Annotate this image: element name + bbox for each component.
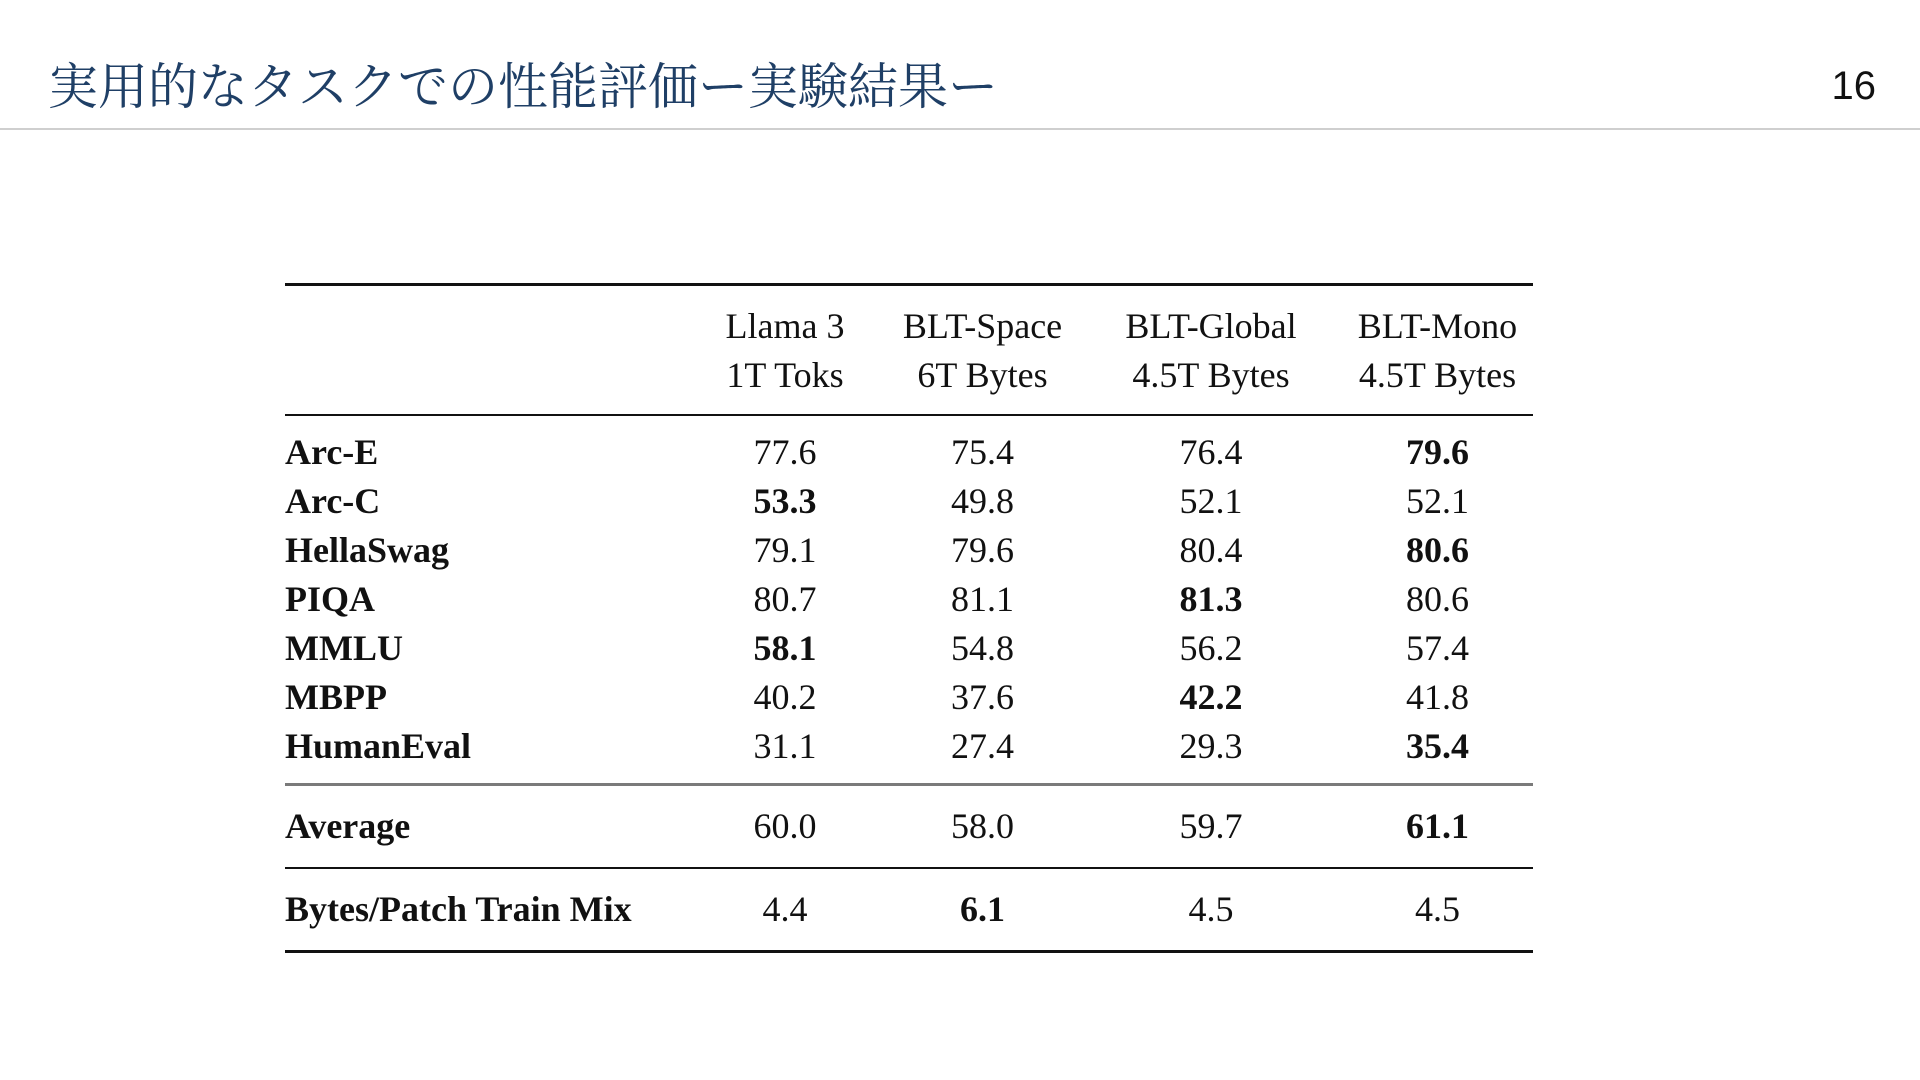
table-cell: 80.7 (753, 579, 817, 619)
column-header-data: 4.5T Bytes (1132, 355, 1290, 395)
table-cell: 35.4 (1406, 726, 1469, 766)
table-cell: 58.1 (753, 628, 817, 668)
table-cell: 81.3 (1179, 579, 1243, 619)
row-label: Average (285, 785, 685, 869)
row-label: Arc-C (285, 481, 381, 521)
bytes-per-patch-row (285, 868, 1533, 952)
column-header-llama3 (685, 285, 885, 416)
table-cell: 79.1 (753, 530, 817, 570)
table-cell: 29.3 (1179, 726, 1243, 766)
table-cell: 56.2 (1179, 628, 1243, 668)
table-cell: 80.6 (1406, 579, 1469, 619)
row-label: HellaSwag (285, 530, 450, 570)
column-header-data: 4.5T Bytes (1358, 355, 1517, 395)
table-cell: 80.6 (1406, 530, 1469, 570)
table-row (285, 477, 1533, 526)
average-row (285, 785, 1533, 869)
column-header-data: 6T Bytes (917, 355, 1048, 395)
table-cell: 59.7 (1080, 785, 1342, 869)
table-cell: 37.6 (951, 677, 1014, 717)
table-row (285, 624, 1533, 673)
table-cell: 60.0 (685, 785, 885, 869)
row-label: PIQA (285, 579, 375, 619)
bytes-per-patch-section (285, 868, 1533, 952)
table-cell: 76.4 (1179, 432, 1243, 472)
table-cell: 31.1 (753, 726, 817, 766)
table-cell: 40.2 (753, 677, 817, 717)
table-cell: 52.1 (1406, 481, 1469, 521)
column-header-model: BLT-Space (902, 306, 1063, 346)
table-cell: 42.2 (1179, 677, 1243, 717)
row-label: HumanEval (285, 726, 472, 766)
table-cell: 4.5 (1342, 868, 1533, 952)
table-cell: 41.8 (1406, 677, 1469, 717)
table-cell: 79.6 (951, 530, 1014, 570)
slide-title: 実用的なタスクでの性能評価ー実験結果ー (48, 58, 998, 116)
column-header-model: BLT-Global (1125, 306, 1297, 346)
table-row (285, 526, 1533, 575)
column-header-blt-space (885, 285, 1080, 416)
row-label: Arc-E (285, 432, 379, 472)
results-table-container (285, 283, 1533, 953)
table-cell: 61.1 (1342, 785, 1533, 869)
table-cell: 6.1 (885, 868, 1080, 952)
table-cell: 27.4 (951, 726, 1014, 766)
table-cell: 58.0 (885, 785, 1080, 869)
average-section (285, 785, 1533, 869)
table-cell: 57.4 (1406, 628, 1469, 668)
table-row (285, 673, 1533, 722)
table-cell: 79.6 (1406, 432, 1469, 472)
table-cell: 49.8 (951, 481, 1014, 521)
table-row (285, 415, 1533, 477)
row-label: Bytes/Patch Train Mix (285, 868, 685, 952)
row-label: MMLU (285, 628, 403, 668)
table-cell: 52.1 (1179, 481, 1243, 521)
table-row (285, 722, 1533, 785)
column-header-data: 1T Toks (726, 355, 844, 395)
column-header-blt-mono (1342, 285, 1533, 416)
header-empty-cell (285, 285, 685, 416)
benchmark-rows (285, 415, 1533, 785)
slide-header (0, 0, 1920, 130)
table-row (285, 575, 1533, 624)
table-cell: 54.8 (951, 628, 1014, 668)
table-cell: 53.3 (753, 481, 817, 521)
column-header-model: Llama 3 (725, 306, 845, 346)
column-header-model: BLT-Mono (1357, 306, 1518, 346)
table-cell: 75.4 (951, 432, 1014, 472)
row-label: MBPP (285, 677, 387, 717)
table-cell: 77.6 (753, 432, 817, 472)
table-cell: 80.4 (1179, 530, 1243, 570)
table-cell: 81.1 (951, 579, 1014, 619)
table-header-row (285, 285, 1533, 416)
table-cell: 4.5 (1080, 868, 1342, 952)
page-number: 16 (1831, 64, 1876, 108)
results-table (285, 283, 1533, 953)
table-cell: 4.4 (685, 868, 885, 952)
column-header-blt-global (1080, 285, 1342, 416)
